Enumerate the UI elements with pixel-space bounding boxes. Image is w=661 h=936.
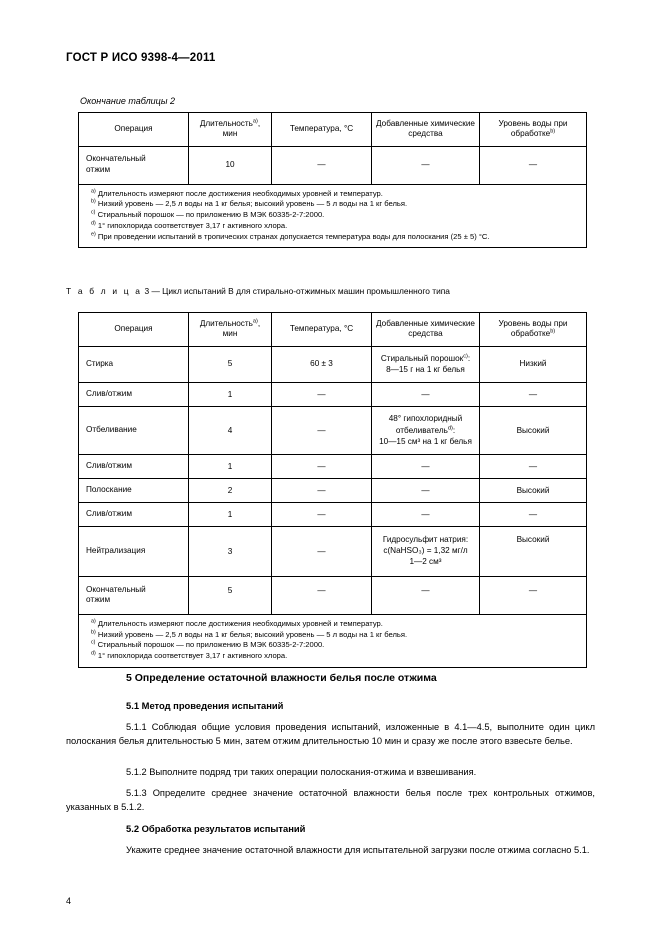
table-row [79,478,587,502]
table3-cell-temperature: — [272,406,372,454]
footnote-ref-b: b) [550,328,556,335]
table3-cell-water-level: — [480,576,587,614]
table3-cell-chemicals: — [372,478,480,502]
table3-cell-chemicals: — [372,454,480,478]
table2-col-chemicals: Добавленные химические средства [372,113,480,147]
footnote-e: $^{e)}$ При проведении испытаний в тропических странах допускается температура воды для полоскания (25 ± 5) °С. [91,231,490,241]
table3-cell-operation: Слив/отжим [79,502,189,526]
table3-cell-temperature: — [272,576,372,614]
table3-caption-label: Т а б л и ц а [66,286,143,296]
footnote-ref-d: d) [447,424,453,431]
table3-col-temperature: Температура, °С [272,313,372,347]
footnote-ref-a: a) [252,118,258,125]
table3-header-row [79,313,587,347]
table3-cell-operation: Нейтрализация [79,526,189,576]
footnote-d: $^{d)}$ 1° гипохлорида соответствует 3,17 г активного хлора. [91,650,288,661]
paragraph-5-1-3: 5.1.3 Определите среднее значение остаточной влажности белья после трех контрольных отжимов, указанных в 5.1.2. [66,788,595,812]
table2-cell-temperature: — [272,146,372,184]
document-standard-title: ГОСТ Р ИСО 9398-4—2011 [66,52,216,64]
table3-cell-operation: Слив/отжим [79,382,189,406]
footnote-marker-d: d) [91,220,96,227]
table3-notes-row [79,614,587,667]
table3-caption-text: — Цикл испытаний В для стирально-отжимных машин промышленного типа [151,286,450,296]
table3-cell-temperature: — [272,382,372,406]
table3-cell-temperature: 60 ± 3 [272,346,372,382]
table3-cell-operation: Полоскание [79,478,189,502]
table3-cell-temperature: — [272,502,372,526]
table2-col-temperature: Температура, °С [272,113,372,147]
table-row [79,406,587,454]
table3-cell-water-level: Высокий [480,478,587,502]
footnote-b: $^{b)}$ Низкий уровень — 2,5 л воды на 1 кг белья; высокий уровень — 5 л воды на 1 кг белья. [91,629,408,639]
table3-cell-chemicals: — [372,382,480,406]
paragraph-5-2: Укажите среднее значение остаточной влажности для испытательной загрузки после отжима согласно 5.1. [126,845,590,855]
table3-col-chemicals: Добавленные химические средства [372,313,480,347]
table3-cell-temperature: — [272,478,372,502]
section-5-heading: 5 Определение остаточной влажности белья после отжима [126,672,437,684]
table3-cell-water-level: Низкий [480,346,587,382]
footnote-ref-a: a) [252,318,258,325]
table3-col-duration: Длительность$^{a)}$, мин [189,313,272,347]
table3-cell-duration: 5 [189,576,272,614]
table2-cell-water-level: — [480,146,587,184]
footnote-marker-b: b) [91,629,96,635]
footnote-marker-a: a) [91,618,96,625]
table3-caption-number: 3 [144,286,150,296]
table3-cell-temperature: — [272,454,372,478]
table3-col-water-level: Уровень воды при обработке$^{b)}$ [480,313,587,347]
table-row [79,576,587,614]
table3-cell-duration: 1 [189,502,272,526]
table3-cell-water-level: — [480,502,587,526]
footnote-marker-e: e) [91,231,96,238]
paragraph-5-1-1: 5.1.1 Соблюдая общие условия проведения испытаний, изложенные в 4.1—4.5, выполните один цикл полоскания белья длительностью 5 мин, затем отжим длительностью 10 мин и сразу же после этого взвесьте белье. [66,722,595,746]
table3-cell-water-level: Высокий [480,526,587,576]
table-row [79,502,587,526]
footnote-c: $^{c)}$ Стиральный порошок — по приложению В МЭК 60335-2-7:2000. [91,639,325,650]
table-row [79,454,587,478]
section-5-2-heading: 5.2 Обработка результатов испытаний [126,823,306,834]
table3-cell-chemicals: — [372,502,480,526]
table3-cell-operation: Отбеливание [79,406,189,454]
footnote-marker-a: a) [91,187,96,194]
table2-caption: Окончание таблицы 2 [80,96,175,106]
table-row [79,346,587,382]
table2-col-water-level: Уровень воды при обработке$^{b)}$ [480,113,587,147]
table2-footnotes [79,184,587,248]
footnote-marker-c: c) [91,639,96,646]
table-row [79,146,587,184]
table3-cell-water-level: — [480,382,587,406]
table3-cell-operation: Окончательный отжим [79,576,189,614]
table2-col-duration: Длительность$^{a)}$, мин [189,113,272,147]
table3-cell-chemicals: Гидросульфит натрия: c(NaHSO₃) = 1,32 мг/л 1—2 см³ [372,526,480,576]
table3-cell-chemicals: — [372,576,480,614]
footnote-ref-b: b) [550,128,556,135]
table2-cell-operation: Окончательный отжим [79,146,189,184]
table3-cell-temperature: — [272,526,372,576]
footnote-marker-b: b) [91,198,96,205]
table3-caption [66,286,450,296]
footnote-d: $^{d)}$ 1° гипохлорида соответствует 3,17 г активного хлора. [91,220,288,230]
table-3 [78,312,587,668]
table2-notes-row [79,184,587,248]
table2-cell-chemicals: — [372,146,480,184]
table2-col-operation: Операция [79,113,189,147]
table3-cell-duration: 1 [189,454,272,478]
table3-cell-duration: 1 [189,382,272,406]
footnote-c: $^{c)}$ Стиральный порошок — по приложению В МЭК 60335-2-7:2000. [91,209,325,220]
footnote-ref-c: c) [463,353,468,360]
footnote-b: $^{b)}$ Низкий уровень — 2,5 л воды на 1 кг белья; высокий уровень — 5 л воды на 1 кг белья. [91,198,408,209]
table3-cell-operation: Слив/отжим [79,454,189,478]
table3-cell-duration: 4 [189,406,272,454]
paragraph-5-1-2: 5.1.2 Выполните подряд три таких операции полоскания-отжима и взвешивания. [126,767,477,777]
footnote-a: $^{a)}$ Длительность измеряют после достижения необходимых уровней и температур. [91,187,383,198]
table3-cell-water-level: — [480,454,587,478]
table-2-continuation [78,112,587,248]
footnote-a: $^{a)}$ Длительность измеряют после достижения необходимых уровней и температур. [91,618,383,628]
table3-cell-water-level: Высокий [480,406,587,454]
table2-cell-duration: 10 [189,146,272,184]
table3-cell-duration: 5 [189,346,272,382]
footnote-marker-c: c) [91,209,96,216]
table-row [79,382,587,406]
table3-cell-operation: Стирка [79,346,189,382]
table3-cell-duration: 2 [189,478,272,502]
table3-cell-duration: 3 [189,526,272,576]
page-number: 4 [66,896,72,906]
table3-cell-chemicals: Стиральный порошок$^{c)}$: 8—15 г на 1 кг белья [372,346,480,382]
table3-cell-chemicals: 48° гипохлоридный отбеливатель$^{d)}$: 10—15 см³ на 1 кг белья [372,406,480,454]
table3-footnotes [79,614,587,667]
section-5-1-heading: 5.1 Метод проведения испытаний [126,700,284,711]
table2-header-row [79,113,587,147]
footnote-marker-d: d) [91,650,96,657]
table3-col-operation: Операция [79,313,189,347]
table-row [79,526,587,576]
